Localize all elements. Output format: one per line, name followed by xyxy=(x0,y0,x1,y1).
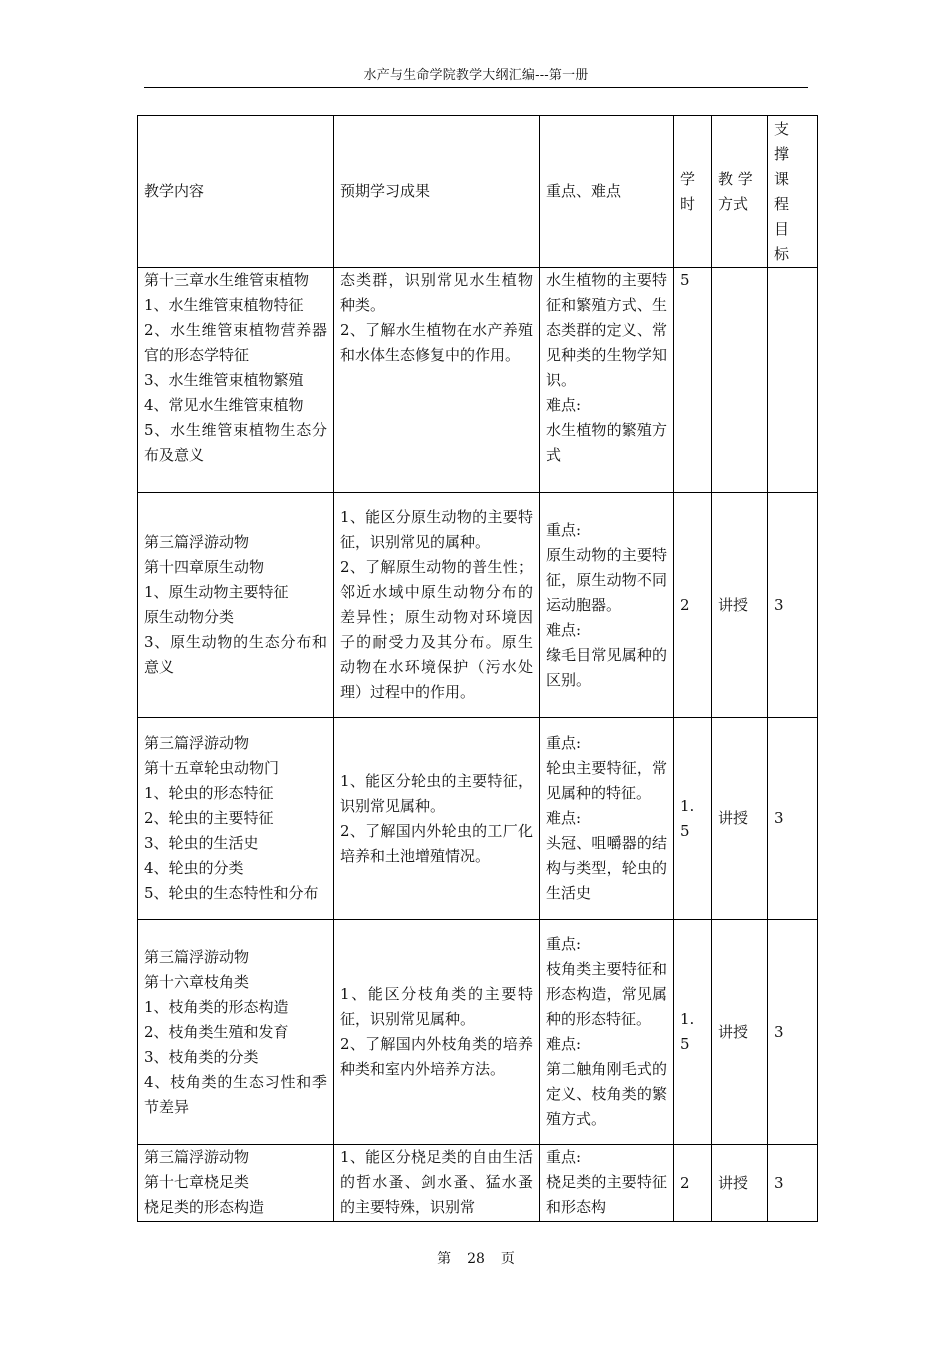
header-support: 支 撑 课 程 目 标 xyxy=(768,116,818,268)
page-number xyxy=(0,1248,952,1268)
row-method: 讲授 xyxy=(712,1145,768,1222)
page-number-suffix: 页 xyxy=(500,1251,515,1267)
row-hours: 2 xyxy=(674,1145,712,1222)
table-row xyxy=(138,1145,818,1222)
header-key-points: 重点、难点 xyxy=(540,116,674,268)
syllabus-table xyxy=(137,115,818,1222)
document-header-title: 水产与生命学院教学大纲汇编---第一册 xyxy=(363,68,589,83)
row-outcome: 1、能区分枝角类的主要特征，识别常见属种。 2、了解国内外枝角类的培养种类和室内外培养方法。 xyxy=(334,920,540,1145)
row-content: 第三篇浮游动物 第十五章轮虫动物门 1、轮虫的形态特征 2、轮虫的主要特征 3、轮虫的生活史 4、轮虫的分类 5、轮虫的生态特性和分布 xyxy=(138,718,334,920)
row-method xyxy=(712,268,768,493)
row-outcome: 1、能区分桡足类的自由生活的哲水蚤、剑水蚤、猛水蚤的主要特殊，识别常 xyxy=(334,1145,540,1222)
header-hours: 学 时 xyxy=(674,116,712,268)
row-key-points: 重点: 桡足类的主要特征和形态构 xyxy=(540,1145,674,1222)
table-header-row xyxy=(138,116,818,268)
row-key-points: 重点: 枝角类主要特征和形态构造，常见属种的形态特征。 难点: 第二触角刚毛式的定义、枝角类的繁殖方式。 xyxy=(540,920,674,1145)
row-method: 讲授 xyxy=(712,493,768,718)
row-outcome: 1、能区分轮虫的主要特征，识别常见属种。 2、了解国内外轮虫的工厂化培养和土池增殖情况。 xyxy=(334,718,540,920)
row-method: 讲授 xyxy=(712,920,768,1145)
header-outcome: 预期学习成果 xyxy=(334,116,540,268)
row-key-points: 重点: 原生动物的主要特征，原生动物不同运动胞器。 难点: 缘毛目常见属种的区别。 xyxy=(540,493,674,718)
row-outcome: 1、能区分原生动物的主要特征，识别常见的属种。 2、了解原生动物的普生性；邻近水域中原生动物分布的差异性；原生动物对环境因子的耐受力及其分布。原生动物在水环境保护（污水处理）过程中的作用。 xyxy=(334,493,540,718)
table-row xyxy=(138,920,818,1145)
row-hours: 2 xyxy=(674,493,712,718)
row-support: 3 xyxy=(768,920,818,1145)
table-row xyxy=(138,268,818,493)
row-support: 3 xyxy=(768,1145,818,1222)
header-method: 教 学 方式 xyxy=(712,116,768,268)
row-content: 第三篇浮游动物 第十四章原生动物 1、原生动物主要特征 原生动物分类 3、原生动物的生态分布和意义 xyxy=(138,493,334,718)
row-key-points: 重点: 轮虫主要特征，常见属种的特征。 难点: 头冠、咀嚼器的结构与类型，轮虫的生活史 xyxy=(540,718,674,920)
row-support: 3 xyxy=(768,493,818,718)
row-content: 第十三章水生维管束植物 1、水生维管束植物特征 2、水生维管束植物营养器官的形态学特征 3、水生维管束植物繁殖 4、常见水生维管束植物 5、水生维管束植物生态分布及意义 xyxy=(138,268,334,493)
row-key-points: 水生植物的主要特征和繁殖方式、生态类群的定义、常见种类的生物学知识。 难点: 水生植物的繁殖方式 xyxy=(540,268,674,493)
row-content: 第三篇浮游动物 第十六章枝角类 1、枝角类的形态构造 2、枝角类生殖和发育 3、枝角类的分类 4、枝角类的生态习性和季节差异 xyxy=(138,920,334,1145)
row-method: 讲授 xyxy=(712,718,768,920)
row-hours: 5 xyxy=(674,268,712,493)
header-content: 教学内容 xyxy=(138,116,334,268)
page-number-value: 28 xyxy=(467,1251,485,1267)
page-number-prefix: 第 xyxy=(437,1251,452,1267)
row-content: 第三篇浮游动物 第十七章桡足类 桡足类的形态构造 xyxy=(138,1145,334,1222)
table-row xyxy=(138,493,818,718)
table-row xyxy=(138,718,818,920)
row-hours: 1. 5 xyxy=(674,718,712,920)
header-divider xyxy=(144,87,808,88)
row-outcome: 态类群，识别常见水生植物种类。 2、了解水生植物在水产养殖和水体生态修复中的作用。 xyxy=(334,268,540,493)
row-support: 3 xyxy=(768,718,818,920)
row-support xyxy=(768,268,818,493)
row-hours: 1. 5 xyxy=(674,920,712,1145)
